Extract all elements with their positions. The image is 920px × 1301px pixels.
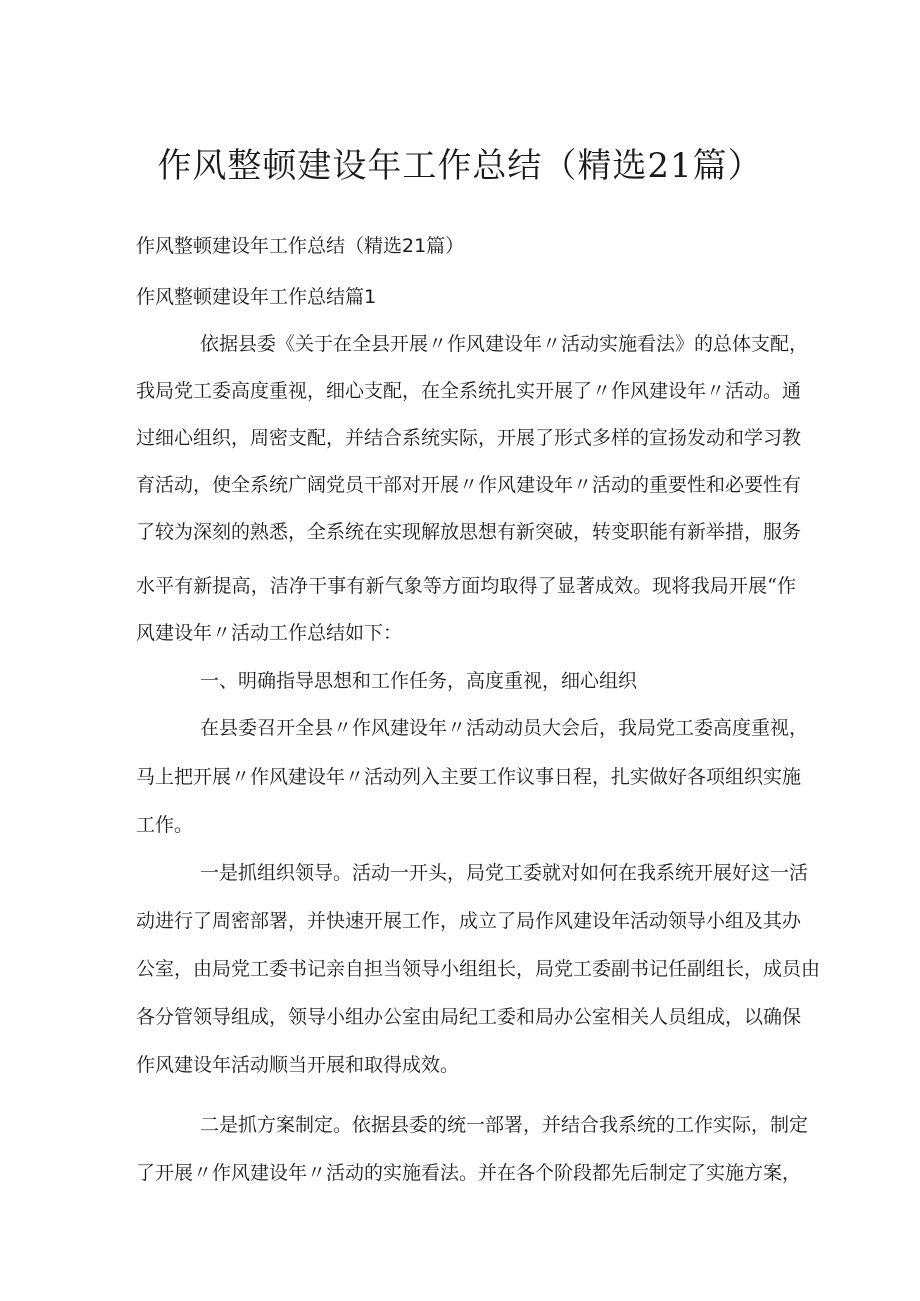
paragraph-line: 工作。 bbox=[136, 814, 194, 836]
paragraph-line: 育活动，使全系统广阔党员干部对开展〃作风建设年〃活动的重要性和必要性有 bbox=[136, 474, 802, 496]
paragraph-line: 过细心组织，周密支配，并结合系统实际，开展了形式多样的宣扬发动和学习教 bbox=[136, 427, 802, 449]
section-heading: 作风整顿建设年工作总结篇1 bbox=[136, 286, 377, 308]
paragraph-line: 马上把开展〃作风建设年〃活动列入主要工作议事日程，扎实做好各项组织实施 bbox=[136, 766, 802, 788]
paragraph-line: 依据县委《关于在全县开展〃作风建设年〃活动实施看法》的总体支配， bbox=[200, 333, 809, 355]
paragraph-line: 作风建设年活动顺当开展和取得成效。 bbox=[136, 1054, 460, 1076]
paragraph-line: 我局党工委高度重视，细心支配，在全系统扎实开展了〃作风建设年〃活动。通 bbox=[136, 380, 802, 402]
document-subtitle: 作风整顿建设年工作总结（精选21篇） bbox=[136, 235, 465, 257]
paragraph-line: 风建设年〃活动工作总结如下： bbox=[136, 622, 403, 644]
paragraph-line: 了较为深刻的熟悉，全系统在实现解放思想有新突破，转变职能有新举措，服务 bbox=[136, 521, 802, 543]
paragraph-line: 各分管领导组成，领导小组办公室由局纪工委和局办公室相关人员组成，以确保 bbox=[136, 1006, 802, 1028]
paragraph-line: 一是抓组织领导。活动一开头，局党工委就对如何在我系统开展好这一活 bbox=[200, 862, 809, 884]
paragraph-line: 二是抓方案制定。依据县委的统一部署，并结合我系统的工作实际，制定 bbox=[200, 1114, 809, 1136]
paragraph-line: 水平有新提高，洁净干事有新气象等方面均取得了显著成效。现将我局开展“作 bbox=[136, 575, 796, 597]
document-title: 作风整顿建设年工作总结（精选21篇） bbox=[157, 146, 763, 186]
subheading-line: 一、明确指导思想和工作任务，高度重视，细心组织 bbox=[200, 670, 638, 692]
paragraph-line: 动进行了周密部署，并快速开展工作，成立了局作风建设年活动领导小组及其办 bbox=[136, 910, 802, 932]
paragraph-line: 公室，由局党工委书记亲自担当领导小组组长，局党工委副书记任副组长，成员由 bbox=[136, 958, 821, 980]
paragraph-line: 在县委召开全县〃作风建设年〃活动动员大会后，我局党工委高度重视， bbox=[200, 717, 809, 739]
paragraph-line: 了开展〃作风建设年〃活动的实施看法。并在各个阶段都先后制定了实施方案， bbox=[136, 1162, 802, 1184]
